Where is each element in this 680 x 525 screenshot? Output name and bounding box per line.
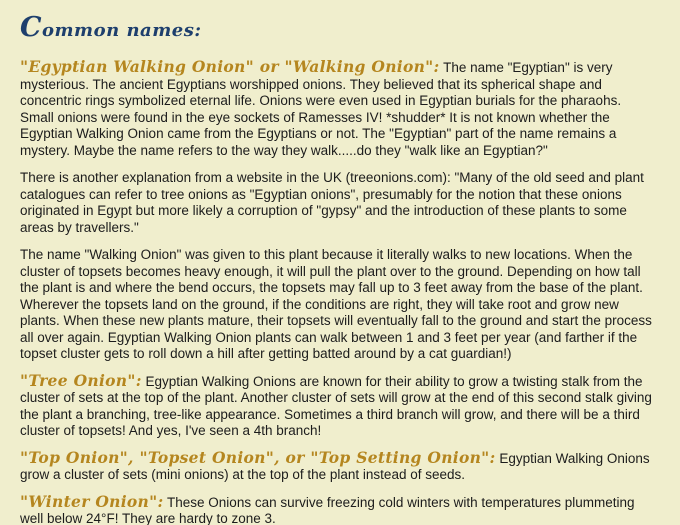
section-heading: "Top Onion", "Topset Onion", or "Top Setting Onion": [20, 447, 496, 467]
section-heading: "Winter Onion": [20, 491, 164, 511]
paragraph-winter-onion [20, 491, 658, 525]
section-body: There is another explanation from a website in the UK (treeonions.com): "Many of the old seed and plant catalogues can refer to tree onions as "Egyptian onions", presumably for the notion that these onions originated in Egypt but more likely a corruption of "gypsy" and the introduction of these plants to some areas by travellers." [20, 170, 644, 235]
section-heading: "Egyptian Walking Onion" or "Walking Onion": [20, 57, 440, 76]
paragraph-top-onion [20, 447, 658, 484]
paragraph-uk-explanation [20, 169, 658, 236]
section-body: The name "Walking Onion" was given to this plant because it literally walks to new locations. When the cluster of topsets becomes heavy enough, it will pull the plant over to the ground. Depending on how tall the plant is and where the bend occurs, the topsets may fall up to 3 feet away from the base of the plant. Wherever the topsets land on the ground, if the conditions are right, they will take root and grow new plants. When these new plants mature, their topsets will eventually fall to the ground and start the process all over again. Egyptian Walking Onion plants can walk between 1 and 3 feet per year (and farther if the topset cluster gets to roll down a hill after getting batted around by a cat guardian!) [20, 247, 652, 361]
paragraph-egyptian-walking-onion [20, 59, 658, 159]
paragraph-walking-explanation [20, 246, 658, 363]
page-title: Common names: [20, 12, 202, 43]
section-body: Egyptian Walking Onions grow a cluster of sets (mini onions) at the top of the plant instead of seeds. [20, 450, 650, 482]
paragraph-tree-onion [20, 370, 658, 440]
section-body: Egyptian Walking Onions are known for their ability to grow a twisting stalk from the cluster of sets at the top of the plant. Another cluster of sets will grow at the end of this second stalk giving the plant a branching, tree-like appearance. Sometimes a third branch will grow, and there will be a third cluster of topsets! And yes, I've seen a 4th branch! [20, 373, 652, 438]
section-heading: "Tree Onion": [20, 370, 142, 390]
section-body: The name "Egyptian" is very mysterious. The ancient Egyptians worshipped onions. They believed that its spherical shape and concentric rings symbolized eternal life. Onions were even used in Egyptian burials for the pharaohs. Small onions were found in the eye sockets of Ramesses IV! *shudder* It is not known whether the Egyptian Walking Onion came from the Egyptians or not. The "Egyptian" part of the name remains a mystery. Maybe the name refers to the way they walk.....do they "walk like an Egyptian?" [20, 60, 622, 158]
section-body: These Onions can survive freezing cold winters with temperatures plummeting well below 24°F! They are hardy to zone 3. [20, 494, 635, 525]
